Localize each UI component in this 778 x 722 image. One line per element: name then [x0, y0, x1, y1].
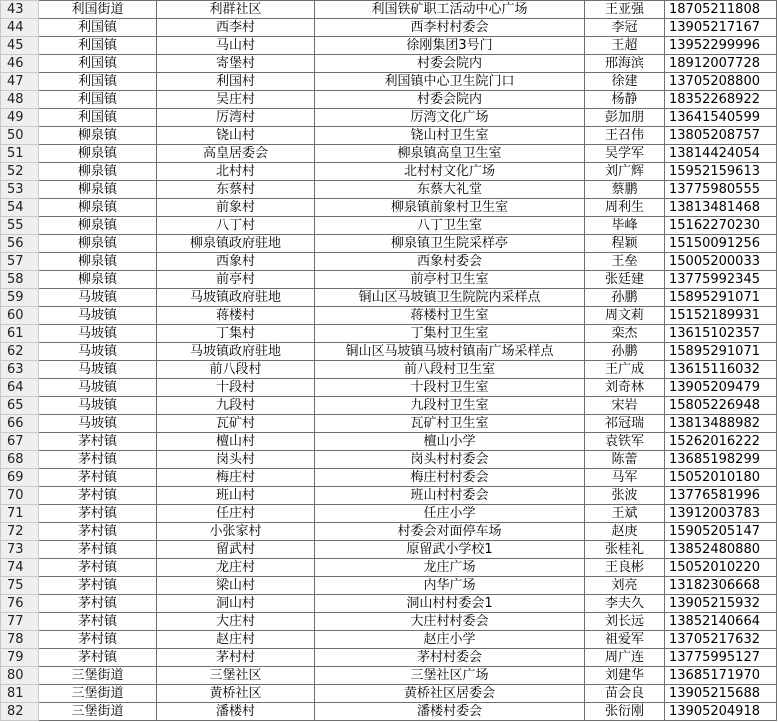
phone-cell[interactable]: 13805208757	[665, 127, 777, 145]
sampling-site-cell[interactable]: 铙山村卫生室	[315, 127, 585, 145]
row-header[interactable]: 82	[1, 703, 39, 721]
table-row	[1, 127, 777, 145]
contact-name-cell[interactable]: 蔡鹏	[585, 181, 665, 199]
sampling-site-cell[interactable]: 铜山区马坡镇卫生院院内采样点	[315, 289, 585, 307]
village-cell[interactable]: 龙庄村	[157, 559, 315, 577]
contact-name-cell[interactable]: 王斌	[585, 505, 665, 523]
sampling-site-cell[interactable]: 利国铁矿职工活动中心广场	[315, 1, 585, 19]
village-cell[interactable]: 丁集村	[157, 325, 315, 343]
row-header[interactable]: 66	[1, 415, 39, 433]
table-row	[1, 55, 777, 73]
sampling-site-cell[interactable]: 大庄村村委会	[315, 613, 585, 631]
row-header[interactable]: 69	[1, 469, 39, 487]
town-cell[interactable]: 三堡街道	[39, 685, 157, 703]
village-cell[interactable]: 铙山村	[157, 127, 315, 145]
town-cell[interactable]: 利国镇	[39, 37, 157, 55]
table-row	[1, 343, 777, 361]
town-cell[interactable]: 利国镇	[39, 109, 157, 127]
village-cell[interactable]: 马山村	[157, 37, 315, 55]
table-row	[1, 685, 777, 703]
village-cell[interactable]: 茅村村	[157, 649, 315, 667]
sampling-site-cell[interactable]: 洞山村村委会1	[315, 595, 585, 613]
sampling-site-cell[interactable]: 东蔡大礼堂	[315, 181, 585, 199]
village-cell[interactable]: 三堡社区	[157, 667, 315, 685]
town-cell[interactable]: 利国镇	[39, 19, 157, 37]
town-cell[interactable]: 马坡镇	[39, 361, 157, 379]
table-row	[1, 91, 777, 109]
village-cell[interactable]: 梁山村	[157, 577, 315, 595]
village-cell[interactable]: 西李村	[157, 19, 315, 37]
phone-cell[interactable]: 13685171970	[665, 667, 777, 685]
village-cell[interactable]: 十段村	[157, 379, 315, 397]
contact-name-cell[interactable]: 张衍刚	[585, 703, 665, 721]
phone-cell[interactable]: 13615102357	[665, 325, 777, 343]
village-cell[interactable]: 赵庄村	[157, 631, 315, 649]
phone-cell[interactable]: 13705217632	[665, 631, 777, 649]
town-cell[interactable]: 柳泉镇	[39, 163, 157, 181]
sampling-site-cell[interactable]: 西象村委会	[315, 253, 585, 271]
table-row	[1, 523, 777, 541]
sampling-site-cell[interactable]: 檀山小学	[315, 433, 585, 451]
contact-name-cell[interactable]: 邢海滨	[585, 55, 665, 73]
phone-cell[interactable]: 15052010180	[665, 469, 777, 487]
row-header[interactable]: 68	[1, 451, 39, 469]
town-cell[interactable]: 茅村镇	[39, 505, 157, 523]
sampling-site-cell[interactable]: 任庄小学	[315, 505, 585, 523]
village-cell[interactable]: 利群社区	[157, 1, 315, 19]
phone-cell[interactable]: 13912003783	[665, 505, 777, 523]
table-row	[1, 667, 777, 685]
row-header[interactable]: 79	[1, 649, 39, 667]
town-cell[interactable]: 茅村镇	[39, 631, 157, 649]
town-cell[interactable]: 马坡镇	[39, 307, 157, 325]
sampling-site-cell[interactable]: 赵庄小学	[315, 631, 585, 649]
sampling-site-cell[interactable]: 岗头村村委会	[315, 451, 585, 469]
sampling-site-cell[interactable]: 村委会对面停车场	[315, 523, 585, 541]
contact-name-cell[interactable]: 赵庚	[585, 523, 665, 541]
town-cell[interactable]: 马坡镇	[39, 415, 157, 433]
table-row	[1, 235, 777, 253]
village-cell[interactable]: 大庄村	[157, 613, 315, 631]
sampling-site-cell[interactable]: 西李村村委会	[315, 19, 585, 37]
sampling-site-cell[interactable]: 徐刚集团3号门	[315, 37, 585, 55]
contact-name-cell[interactable]: 袁铁军	[585, 433, 665, 451]
contact-name-cell[interactable]: 孙鹏	[585, 289, 665, 307]
row-header[interactable]: 46	[1, 55, 39, 73]
sampling-site-cell[interactable]: 内华广场	[315, 577, 585, 595]
contact-name-cell[interactable]: 彭加朋	[585, 109, 665, 127]
phone-cell[interactable]: 18352268922	[665, 91, 777, 109]
village-cell[interactable]: 瓦矿村	[157, 415, 315, 433]
row-header[interactable]: 64	[1, 379, 39, 397]
town-cell[interactable]: 利国镇	[39, 73, 157, 91]
phone-cell[interactable]: 13775995127	[665, 649, 777, 667]
contact-name-cell[interactable]: 马军	[585, 469, 665, 487]
row-header[interactable]: 48	[1, 91, 39, 109]
row-header[interactable]: 55	[1, 217, 39, 235]
table-row	[1, 505, 777, 523]
table-row	[1, 1, 777, 19]
sampling-site-cell[interactable]: 茅村村委会	[315, 649, 585, 667]
row-header[interactable]: 61	[1, 325, 39, 343]
town-cell[interactable]: 三堡街道	[39, 667, 157, 685]
village-cell[interactable]: 黄桥社区	[157, 685, 315, 703]
town-cell[interactable]: 柳泉镇	[39, 127, 157, 145]
table-row	[1, 361, 777, 379]
town-cell[interactable]: 茅村镇	[39, 577, 157, 595]
phone-cell[interactable]: 13905215932	[665, 595, 777, 613]
contact-name-cell[interactable]: 李冠	[585, 19, 665, 37]
contact-name-cell[interactable]: 杨静	[585, 91, 665, 109]
phone-cell[interactable]: 15805226948	[665, 397, 777, 415]
row-header[interactable]: 70	[1, 487, 39, 505]
row-header[interactable]: 52	[1, 163, 39, 181]
phone-cell[interactable]: 13905204918	[665, 703, 777, 721]
town-cell[interactable]: 茅村镇	[39, 649, 157, 667]
village-cell[interactable]: 前象村	[157, 199, 315, 217]
table-row	[1, 595, 777, 613]
town-cell[interactable]: 利国镇	[39, 55, 157, 73]
table-row	[1, 703, 777, 721]
table-row	[1, 469, 777, 487]
table-row	[1, 253, 777, 271]
village-cell[interactable]: 八丁村	[157, 217, 315, 235]
spreadsheet-body	[1, 1, 777, 721]
town-cell[interactable]: 柳泉镇	[39, 181, 157, 199]
town-cell[interactable]: 三堡街道	[39, 703, 157, 721]
village-cell[interactable]: 寄堡村	[157, 55, 315, 73]
table-row	[1, 271, 777, 289]
sampling-site-cell[interactable]: 原留武小学校1	[315, 541, 585, 559]
town-cell[interactable]: 茅村镇	[39, 469, 157, 487]
phone-cell[interactable]: 15005200033	[665, 253, 777, 271]
sampling-site-cell[interactable]: 三堡社区广场	[315, 667, 585, 685]
sampling-site-cell[interactable]: 村委会院内	[315, 91, 585, 109]
sampling-site-cell[interactable]: 梅庄村村委会	[315, 469, 585, 487]
phone-cell[interactable]: 18705211808	[665, 1, 777, 19]
row-header[interactable]: 57	[1, 253, 39, 271]
table-row	[1, 541, 777, 559]
table-row	[1, 397, 777, 415]
row-header[interactable]: 67	[1, 433, 39, 451]
village-cell[interactable]: 小张家村	[157, 523, 315, 541]
village-cell[interactable]: 留武村	[157, 541, 315, 559]
village-cell[interactable]: 高皇居委会	[157, 145, 315, 163]
row-header[interactable]: 81	[1, 685, 39, 703]
town-cell[interactable]: 柳泉镇	[39, 199, 157, 217]
village-cell[interactable]: 马坡镇政府驻地	[157, 343, 315, 361]
row-header[interactable]: 65	[1, 397, 39, 415]
phone-cell[interactable]: 13775992345	[665, 271, 777, 289]
table-row	[1, 19, 777, 37]
table-row	[1, 307, 777, 325]
sampling-site-cell[interactable]: 柳泉镇卫生院采样亭	[315, 235, 585, 253]
row-header[interactable]: 50	[1, 127, 39, 145]
table-row	[1, 289, 777, 307]
sampling-site-cell[interactable]: 丁集村卫生室	[315, 325, 585, 343]
table-row	[1, 487, 777, 505]
sampling-site-cell[interactable]: 瓦矿村卫生室	[315, 415, 585, 433]
row-header[interactable]: 56	[1, 235, 39, 253]
town-cell[interactable]: 利国镇	[39, 91, 157, 109]
table-row	[1, 631, 777, 649]
town-cell[interactable]: 茅村镇	[39, 595, 157, 613]
table-row	[1, 577, 777, 595]
town-cell[interactable]: 柳泉镇	[39, 271, 157, 289]
phone-cell[interactable]: 13852140664	[665, 613, 777, 631]
phone-cell[interactable]: 13905217167	[665, 19, 777, 37]
row-header[interactable]: 44	[1, 19, 39, 37]
contact-name-cell[interactable]: 王广成	[585, 361, 665, 379]
town-cell[interactable]: 柳泉镇	[39, 253, 157, 271]
contact-name-cell[interactable]: 栾杰	[585, 325, 665, 343]
phone-cell[interactable]: 15952159613	[665, 163, 777, 181]
table-row	[1, 379, 777, 397]
phone-cell[interactable]: 15152189931	[665, 307, 777, 325]
contact-name-cell[interactable]: 王超	[585, 37, 665, 55]
village-cell[interactable]: 岗头村	[157, 451, 315, 469]
sampling-site-cell[interactable]: 铜山区马坡镇马坡村镇南广场采样点	[315, 343, 585, 361]
phone-cell[interactable]: 15895291071	[665, 343, 777, 361]
village-cell[interactable]: 班山村	[157, 487, 315, 505]
village-cell[interactable]: 西象村	[157, 253, 315, 271]
row-header[interactable]: 72	[1, 523, 39, 541]
contact-name-cell[interactable]: 刘奇林	[585, 379, 665, 397]
phone-cell[interactable]: 13182306668	[665, 577, 777, 595]
contact-name-cell[interactable]: 程颖	[585, 235, 665, 253]
row-header[interactable]: 78	[1, 631, 39, 649]
contact-name-cell[interactable]: 张廷建	[585, 271, 665, 289]
table-row	[1, 559, 777, 577]
town-cell[interactable]: 马坡镇	[39, 325, 157, 343]
phone-cell[interactable]: 13775980555	[665, 181, 777, 199]
row-header[interactable]: 73	[1, 541, 39, 559]
contact-name-cell[interactable]: 周广连	[585, 649, 665, 667]
sampling-site-cell[interactable]: 厉湾文化广场	[315, 109, 585, 127]
town-cell[interactable]: 茅村镇	[39, 613, 157, 631]
row-header[interactable]: 51	[1, 145, 39, 163]
town-cell[interactable]: 马坡镇	[39, 397, 157, 415]
contact-name-cell[interactable]: 祖爱军	[585, 631, 665, 649]
table-row	[1, 325, 777, 343]
contact-name-cell[interactable]: 周利生	[585, 199, 665, 217]
row-header[interactable]: 75	[1, 577, 39, 595]
town-cell[interactable]: 马坡镇	[39, 379, 157, 397]
contact-name-cell[interactable]: 陈蕾	[585, 451, 665, 469]
sampling-site-cell[interactable]: 黄桥社区居委会	[315, 685, 585, 703]
table-row	[1, 163, 777, 181]
table-row	[1, 433, 777, 451]
table-row	[1, 451, 777, 469]
village-cell[interactable]: 九段村	[157, 397, 315, 415]
contact-name-cell[interactable]: 毕峰	[585, 217, 665, 235]
table-row	[1, 649, 777, 667]
phone-cell[interactable]: 13615116032	[665, 361, 777, 379]
contact-name-cell[interactable]: 吴学军	[585, 145, 665, 163]
village-cell[interactable]: 厉湾村	[157, 109, 315, 127]
table-row	[1, 109, 777, 127]
town-cell[interactable]: 柳泉镇	[39, 217, 157, 235]
phone-cell[interactable]: 13952299996	[665, 37, 777, 55]
contact-name-cell[interactable]: 刘建华	[585, 667, 665, 685]
phone-cell[interactable]: 15905205147	[665, 523, 777, 541]
contact-name-cell[interactable]: 王良彬	[585, 559, 665, 577]
row-header[interactable]: 53	[1, 181, 39, 199]
row-header[interactable]: 76	[1, 595, 39, 613]
sampling-site-cell[interactable]: 十段村卫生室	[315, 379, 585, 397]
table-row	[1, 37, 777, 55]
table-row	[1, 145, 777, 163]
town-cell[interactable]: 马坡镇	[39, 343, 157, 361]
contact-name-cell[interactable]: 苗会良	[585, 685, 665, 703]
town-cell[interactable]: 茅村镇	[39, 433, 157, 451]
phone-cell[interactable]: 13705208800	[665, 73, 777, 91]
phone-cell[interactable]: 15162270230	[665, 217, 777, 235]
village-cell[interactable]: 任庄村	[157, 505, 315, 523]
row-header[interactable]: 77	[1, 613, 39, 631]
sampling-site-cell[interactable]: 前八段村卫生室	[315, 361, 585, 379]
sampling-site-cell[interactable]: 潘楼村委会	[315, 703, 585, 721]
contact-name-cell[interactable]: 张桂礼	[585, 541, 665, 559]
contact-name-cell[interactable]: 刘长远	[585, 613, 665, 631]
table-row	[1, 217, 777, 235]
table-row	[1, 199, 777, 217]
contact-name-cell[interactable]: 孙鹏	[585, 343, 665, 361]
contact-name-cell[interactable]: 刘亮	[585, 577, 665, 595]
contact-name-cell[interactable]: 李夫久	[585, 595, 665, 613]
town-cell[interactable]: 茅村镇	[39, 541, 157, 559]
sampling-site-cell[interactable]: 前亭村卫生室	[315, 271, 585, 289]
contact-name-cell[interactable]: 王垒	[585, 253, 665, 271]
row-header[interactable]: 49	[1, 109, 39, 127]
sampling-site-cell[interactable]: 九段村卫生室	[315, 397, 585, 415]
row-header[interactable]: 45	[1, 37, 39, 55]
row-header[interactable]: 43	[1, 1, 39, 19]
contact-name-cell[interactable]: 徐建	[585, 73, 665, 91]
sampling-site-cell[interactable]: 八丁卫生室	[315, 217, 585, 235]
table-row	[1, 415, 777, 433]
sampling-site-cell[interactable]: 柳泉镇高皇卫生室	[315, 145, 585, 163]
village-cell[interactable]: 前八段村	[157, 361, 315, 379]
sampling-site-cell[interactable]: 柳泉镇前象村卫生室	[315, 199, 585, 217]
village-cell[interactable]: 洞山村	[157, 595, 315, 613]
village-cell[interactable]: 利国村	[157, 73, 315, 91]
row-header[interactable]: 60	[1, 307, 39, 325]
sampling-site-cell[interactable]: 村委会院内	[315, 55, 585, 73]
village-cell[interactable]: 前亭村	[157, 271, 315, 289]
phone-cell[interactable]: 13905209479	[665, 379, 777, 397]
village-cell[interactable]: 东蔡村	[157, 181, 315, 199]
phone-cell[interactable]: 15150091256	[665, 235, 777, 253]
phone-cell[interactable]: 15262016222	[665, 433, 777, 451]
table-row	[1, 613, 777, 631]
contact-name-cell[interactable]: 祁冠瑞	[585, 415, 665, 433]
sampling-site-cell[interactable]: 龙庄广场	[315, 559, 585, 577]
village-cell[interactable]: 梅庄村	[157, 469, 315, 487]
town-cell[interactable]: 茅村镇	[39, 451, 157, 469]
row-header[interactable]: 63	[1, 361, 39, 379]
row-header[interactable]: 80	[1, 667, 39, 685]
village-cell[interactable]: 檀山村	[157, 433, 315, 451]
town-cell[interactable]: 利国街道	[39, 1, 157, 19]
phone-cell[interactable]: 13814424054	[665, 145, 777, 163]
row-header[interactable]: 74	[1, 559, 39, 577]
town-cell[interactable]: 马坡镇	[39, 289, 157, 307]
phone-cell[interactable]: 15052010220	[665, 559, 777, 577]
village-cell[interactable]: 马坡镇政府驻地	[157, 289, 315, 307]
contact-name-cell[interactable]: 王亚强	[585, 1, 665, 19]
contact-name-cell[interactable]: 刘广辉	[585, 163, 665, 181]
row-header[interactable]: 58	[1, 271, 39, 289]
phone-cell[interactable]: 13905215688	[665, 685, 777, 703]
table-row	[1, 181, 777, 199]
town-cell[interactable]: 柳泉镇	[39, 235, 157, 253]
phone-cell[interactable]: 13685198299	[665, 451, 777, 469]
village-cell[interactable]: 吴庄村	[157, 91, 315, 109]
phone-cell[interactable]: 13852480880	[665, 541, 777, 559]
phone-cell[interactable]: 13813481468	[665, 199, 777, 217]
town-cell[interactable]: 茅村镇	[39, 559, 157, 577]
town-cell[interactable]: 茅村镇	[39, 487, 157, 505]
phone-cell[interactable]: 13776581996	[665, 487, 777, 505]
row-header[interactable]: 47	[1, 73, 39, 91]
row-header[interactable]: 71	[1, 505, 39, 523]
phone-cell[interactable]: 13641540599	[665, 109, 777, 127]
village-cell[interactable]: 北村村	[157, 163, 315, 181]
town-cell[interactable]: 茅村镇	[39, 523, 157, 541]
phone-cell[interactable]: 15895291071	[665, 289, 777, 307]
sampling-site-cell[interactable]: 利国镇中心卫生院门口	[315, 73, 585, 91]
town-cell[interactable]: 柳泉镇	[39, 145, 157, 163]
contact-name-cell[interactable]: 周文莉	[585, 307, 665, 325]
table-row	[1, 73, 777, 91]
village-cell[interactable]: 蒋楼村	[157, 307, 315, 325]
sampling-site-cell[interactable]: 班山村村委会	[315, 487, 585, 505]
village-cell[interactable]: 柳泉镇政府驻地	[157, 235, 315, 253]
sampling-site-cell[interactable]: 北村村文化广场	[315, 163, 585, 181]
contact-name-cell[interactable]: 张波	[585, 487, 665, 505]
row-header[interactable]: 62	[1, 343, 39, 361]
contact-name-cell[interactable]: 宋岩	[585, 397, 665, 415]
row-header[interactable]: 59	[1, 289, 39, 307]
phone-cell[interactable]: 18912007728	[665, 55, 777, 73]
sampling-site-cell[interactable]: 蒋楼村卫生室	[315, 307, 585, 325]
row-header[interactable]: 54	[1, 199, 39, 217]
phone-cell[interactable]: 13813488982	[665, 415, 777, 433]
contact-name-cell[interactable]: 王召伟	[585, 127, 665, 145]
village-cell[interactable]: 潘楼村	[157, 703, 315, 721]
